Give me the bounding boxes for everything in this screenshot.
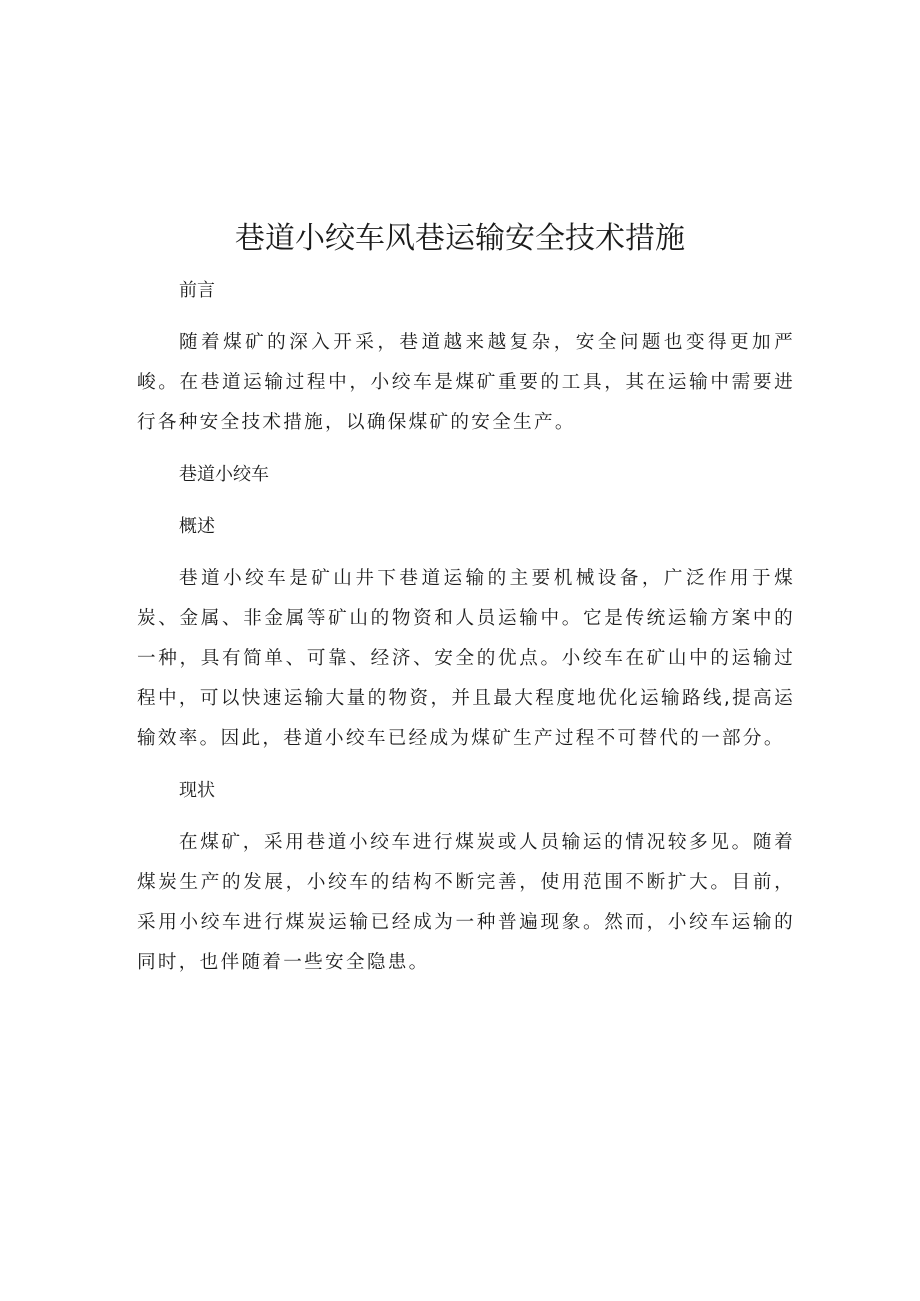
section-heading-overview: 概述 (179, 516, 215, 537)
paragraph-overview: 巷道小绞车是矿山井下巷道运输的主要机械设备，广泛作用于煤炭、金属、非金属等矿山的物资和人员运输中。它是传统运输方案中的一种，具有简单、可靠、经济、安全的优点。小绞车在矿山中的运输过程中，可以快速运输大量的物资，并且最大程度地优化运输路线,提高运输效率。因此，巷道小绞车已经成为煤矿生产过程不可替代的一部分。 (137, 568, 795, 749)
section-heading-status: 现状 (179, 780, 215, 801)
paragraph-status: 在煤矿，采用巷道小绞车进行煤炭或人员输运的情况较多见。随着煤炭生产的发展，小绞车的结构不断完善，使用范围不断扩大。目前，采用小绞车进行煤炭运输已经成为一种普遍现象。然而，小绞车运输的同时，也伴随着一些安全隐患。 (137, 832, 795, 973)
section-heading-preface: 前言 (179, 280, 215, 301)
document-title: 巷道小绞车风巷运输安全技术措施 (235, 221, 685, 256)
document-body (137, 271, 795, 995)
section-heading-winch: 巷道小绞车 (179, 464, 269, 485)
paragraph-preface: 随着煤矿的深入开采，巷道越来越复杂，安全问题也变得更加严峻。在巷道运输过程中，小绞车是煤矿重要的工具，其在运输中需要进行各种安全技术措施，以确保煤矿的安全生产。 (137, 332, 795, 433)
